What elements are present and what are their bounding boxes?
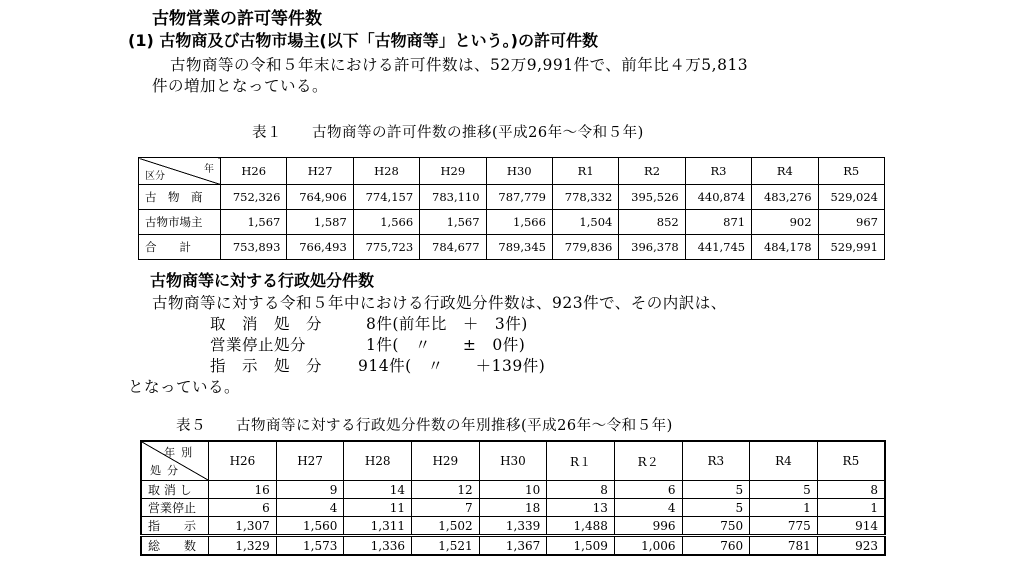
table5-column-header: R１	[547, 441, 615, 481]
table5-cell: 914	[817, 517, 885, 536]
table5-row	[141, 536, 885, 556]
table1-cell: 852	[619, 210, 685, 235]
table1-cell: 1,566	[353, 210, 419, 235]
table5-column-header: R5	[817, 441, 885, 481]
table5-cell: 1,006	[614, 536, 682, 556]
table5-cell: 923	[817, 536, 885, 556]
table1-cell: 787,779	[486, 185, 552, 210]
paragraph1-line1: 古物商等の令和５年末における許可件数は、52万9,991件で、前年比４万5,813	[170, 56, 749, 74]
section2-title: 古物商等に対する行政処分件数	[150, 271, 375, 290]
disposition-label: 営業停止処分	[210, 336, 307, 354]
table5-row-label: 営業停止	[141, 499, 209, 517]
disposition-table	[140, 440, 886, 556]
table1-corner-cell	[139, 158, 221, 185]
disposition-label: 取 消 処 分	[210, 315, 323, 333]
table5-column-header: H29	[412, 441, 480, 481]
table1-cell: 789,345	[486, 235, 552, 260]
table1-cell: 395,526	[619, 185, 685, 210]
table1-cell: 1,566	[486, 210, 552, 235]
table1-cell: 764,906	[287, 185, 353, 210]
table1-row-label: 古 物 商	[139, 185, 221, 210]
table5-cell: 1,336	[344, 536, 412, 556]
table1-cell: 774,157	[353, 185, 419, 210]
table1-cell: 902	[752, 210, 818, 235]
paragraph2-end: となっている。	[128, 378, 241, 396]
table1-cell: 778,332	[552, 185, 618, 210]
table1-cell: 441,745	[685, 235, 751, 260]
table1-cell: 871	[685, 210, 751, 235]
table1-cell: 752,326	[221, 185, 287, 210]
table5-cell: 1,311	[344, 517, 412, 536]
table1-cell: 1,504	[552, 210, 618, 235]
table5-corner-bottom: 処分	[150, 464, 184, 477]
table5-cell: 6	[614, 481, 682, 499]
table1-column-header: H28	[353, 158, 419, 185]
table5-row-label: 指 示	[141, 517, 209, 536]
table1-cell: 1,587	[287, 210, 353, 235]
paragraph1-line2: 件の増加となっている。	[152, 77, 329, 95]
table5-cell: 10	[479, 481, 547, 499]
table1-cell: 967	[818, 210, 884, 235]
table5-column-header: R4	[750, 441, 818, 481]
table5-cell: 1,488	[547, 517, 615, 536]
table1-cell: 529,024	[818, 185, 884, 210]
table5-cell: 5	[682, 481, 750, 499]
section-title: 古物営業の許可等件数	[152, 9, 322, 29]
table5-cell: 13	[547, 499, 615, 517]
table5-cell: 11	[344, 499, 412, 517]
table5-cell: 18	[479, 499, 547, 517]
table1-row	[139, 185, 885, 210]
table5-cell: 775	[750, 517, 818, 536]
table1-column-header: H29	[420, 158, 486, 185]
table1-row	[139, 210, 885, 235]
table5-corner-top: 年別	[164, 446, 199, 459]
table5-cell: 1,307	[209, 517, 277, 536]
table1-column-header: R2	[619, 158, 685, 185]
table1-cell: 783,110	[420, 185, 486, 210]
disposition-value: 914件( 〃 ＋139件)	[358, 357, 546, 375]
table1-header-row	[139, 158, 885, 185]
table5-column-header: H26	[209, 441, 277, 481]
table1-corner-top: 年	[204, 164, 214, 175]
table5-cell: 9	[276, 481, 344, 499]
table1-corner-bottom: 区分	[145, 171, 165, 182]
table1-cell: 753,893	[221, 235, 287, 260]
table5-row-label: 総 数	[141, 536, 209, 556]
paragraph2-line1: 古物商等に対する令和５年中における行政処分件数は、923件で、その内訳は、	[152, 294, 727, 312]
table5-row	[141, 481, 885, 499]
table5-cell: 750	[682, 517, 750, 536]
table5-cell: 781	[750, 536, 818, 556]
table5-cell: 1,339	[479, 517, 547, 536]
disposition-label: 指 示 処 分	[210, 357, 323, 375]
table5-cell: 1,573	[276, 536, 344, 556]
table5-row-label: 取 消 し	[141, 481, 209, 499]
table5-column-header: H27	[276, 441, 344, 481]
table5-column-header: H28	[344, 441, 412, 481]
table5-cell: 8	[547, 481, 615, 499]
table1-caption: 表１ 古物商等の許可件数の推移(平成26年～令和５年)	[252, 125, 644, 141]
subsection-title: (1) 古物商及び古物市場主(以下「古物商等」という。)の許可件数	[128, 31, 598, 50]
table5-cell: 1	[750, 499, 818, 517]
table5-row	[141, 517, 885, 536]
table5-cell: 4	[276, 499, 344, 517]
disposition-value: 1件( 〃 ± 0件)	[366, 336, 526, 354]
table1-cell: 440,874	[685, 185, 751, 210]
table1-column-header: H27	[287, 158, 353, 185]
table1-row-label: 古物市場主	[139, 210, 221, 235]
table5-cell: 6	[209, 499, 277, 517]
table1-cell: 396,378	[619, 235, 685, 260]
table5-cell: 4	[614, 499, 682, 517]
table5-cell: 1,329	[209, 536, 277, 556]
table1-cell: 529,991	[818, 235, 884, 260]
table5-cell: 996	[614, 517, 682, 536]
table5-column-header: R3	[682, 441, 750, 481]
table5-caption: 表５ 古物商等に対する行政処分件数の年別推移(平成26年～令和５年)	[176, 418, 673, 434]
table1-cell: 1,567	[420, 210, 486, 235]
table5-cell: 5	[750, 481, 818, 499]
table5-cell: 12	[412, 481, 480, 499]
table1-cell: 784,677	[420, 235, 486, 260]
table1-cell: 766,493	[287, 235, 353, 260]
table1-cell: 1,567	[221, 210, 287, 235]
table1-column-header: R4	[752, 158, 818, 185]
table1-column-header: H30	[486, 158, 552, 185]
table1-cell: 484,178	[752, 235, 818, 260]
table1-column-header: R3	[685, 158, 751, 185]
table5-cell: 16	[209, 481, 277, 499]
table5-cell: 1,521	[412, 536, 480, 556]
table1-cell: 779,836	[552, 235, 618, 260]
table5-cell: 7	[412, 499, 480, 517]
table1-column-header: R1	[552, 158, 618, 185]
table1-column-header: R5	[818, 158, 884, 185]
table5-header-row	[141, 441, 885, 481]
table1-row	[139, 235, 885, 260]
table5-cell: 14	[344, 481, 412, 499]
table1-row-label: 合 計	[139, 235, 221, 260]
table5-cell: 1,509	[547, 536, 615, 556]
table1-cell: 775,723	[353, 235, 419, 260]
table5-cell: 1,367	[479, 536, 547, 556]
table5-corner-cell	[141, 441, 209, 481]
table5-cell: 1,502	[412, 517, 480, 536]
table5-cell: 8	[817, 481, 885, 499]
table5-column-header: R２	[614, 441, 682, 481]
table1-cell: 483,276	[752, 185, 818, 210]
table5-cell: 760	[682, 536, 750, 556]
table5-cell: 1,560	[276, 517, 344, 536]
permit-count-table	[138, 157, 885, 260]
table5-column-header: H30	[479, 441, 547, 481]
table1-column-header: H26	[221, 158, 287, 185]
disposition-value: 8件(前年比 ＋ 3件)	[366, 315, 528, 333]
table5-row	[141, 499, 885, 517]
table5-cell: 1	[817, 499, 885, 517]
table5-cell: 5	[682, 499, 750, 517]
